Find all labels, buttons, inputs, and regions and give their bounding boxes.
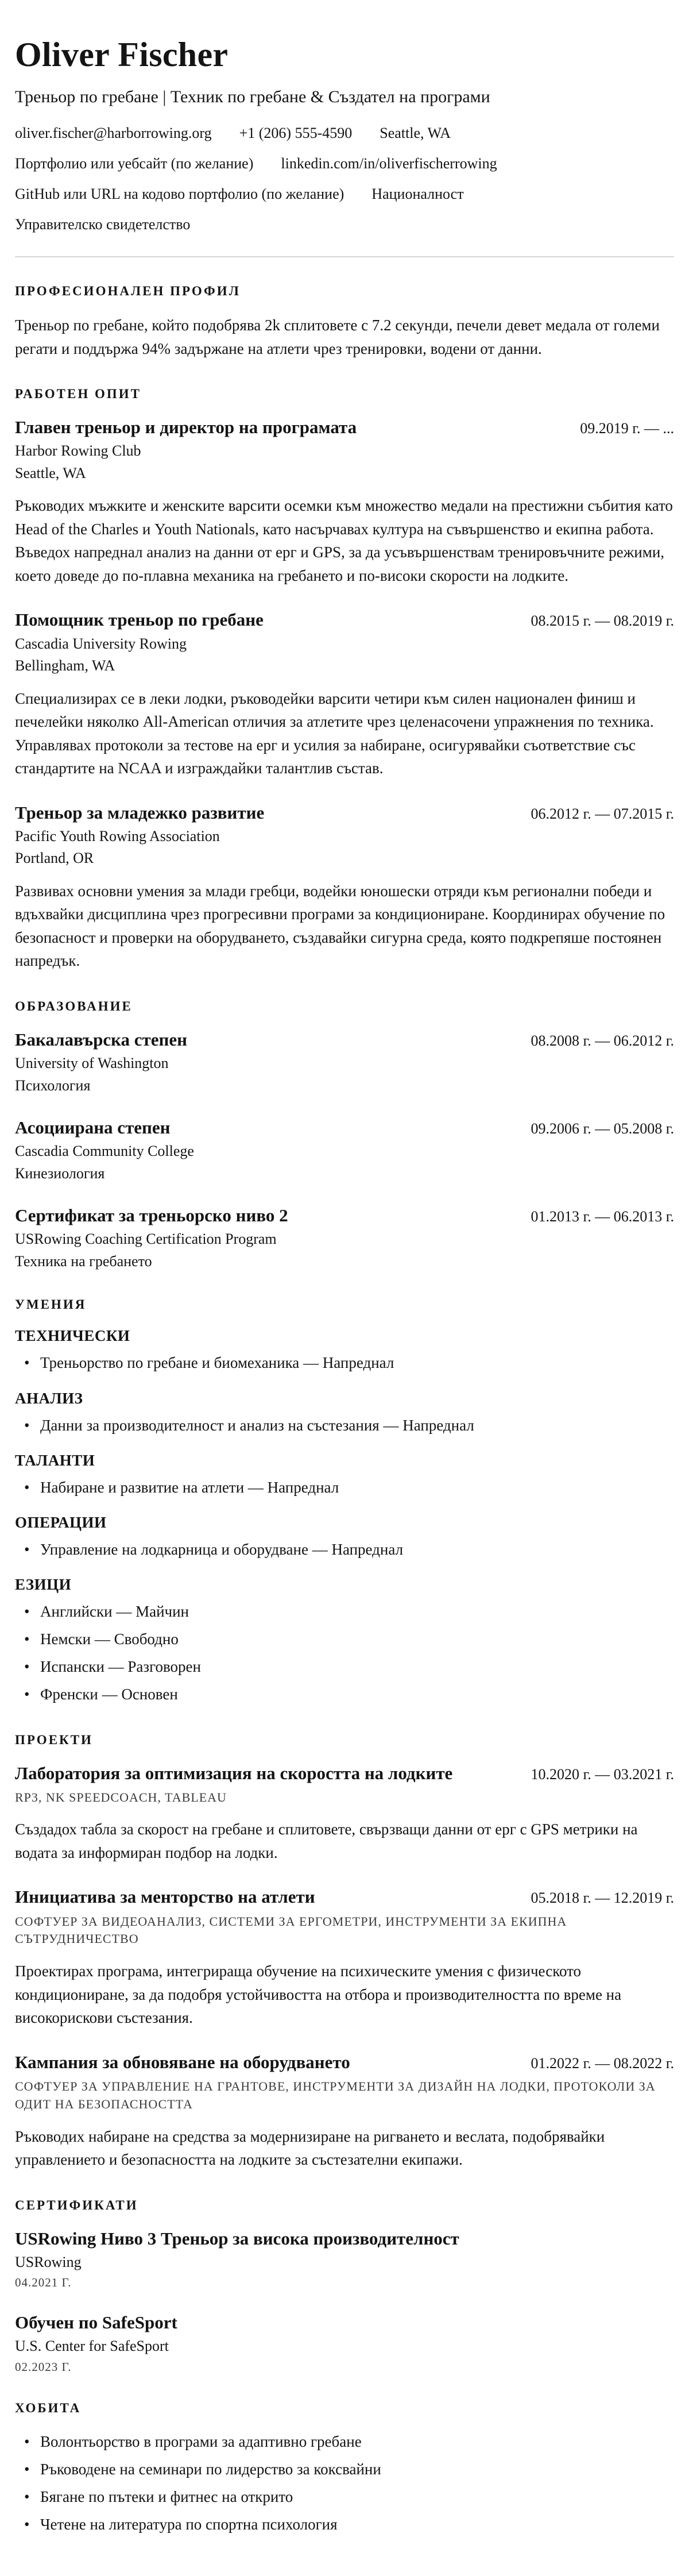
skill-item: • Данни за производителност и анализ на състезания — Напреднал <box>15 1414 674 1437</box>
section-heading: СЕРТИФИКАТИ <box>15 2197 138 2212</box>
project-title: Инициатива за менторство на атлети <box>15 1887 315 1907</box>
skill-group <box>15 1514 674 1561</box>
school-name: USRowing Coaching Certification Program <box>15 1231 277 1248</box>
skill-list <box>15 1476 674 1499</box>
skill-group <box>15 1390 674 1437</box>
section-heading: ПРОФЕСИОНАЛЕН ПРОФИЛ <box>15 284 241 299</box>
skill-group-label: АНАЛИЗ <box>15 1389 83 1407</box>
hobby-item: • Четене на литература по спортна психология <box>15 2513 674 2536</box>
contact-row <box>15 124 674 142</box>
project-title: Кампания за обновяване на оборудването <box>15 2051 350 2072</box>
degree-dates: 01.2013 г. — 06.2013 г. <box>531 1208 674 1225</box>
skill-list <box>15 1352 674 1374</box>
degree-title: Бакалавърска степен <box>15 1029 187 1050</box>
school-name: Cascadia Community College <box>15 1143 194 1160</box>
skill-item: • Набиране и развитие на атлети — Напреднал <box>15 1476 674 1499</box>
certification-entry <box>15 2228 674 2290</box>
section-education <box>15 999 674 1271</box>
section-heading: ХОБИТА <box>15 2400 82 2415</box>
project-dates: 10.2020 г. — 03.2021 г. <box>531 1765 674 1783</box>
hobby-item: • Бягане по пътеки и фитнес на открито <box>15 2486 674 2508</box>
job-dates: 08.2015 г. — 08.2019 г. <box>531 612 674 630</box>
profile-text: Треньор по гребане, който подобрява 2k сплитовете с 7.2 секунди, печели девет медала от големи регати и поддържа 94% задържане на атлети чрез тренировки, водени от данни. <box>15 317 660 357</box>
job-title: Треньор за младежко развитие <box>15 802 265 823</box>
certification-date: 02.2023 Г. <box>15 2359 72 2374</box>
job-company: Pacific Youth Rowing Association <box>15 827 220 844</box>
language-item: • Немски — Свободно <box>15 1628 674 1651</box>
header-divider <box>15 256 674 257</box>
section-experience <box>15 387 674 973</box>
skill-group <box>15 1576 674 1706</box>
project-description: Проектирах програма, интегрираща обучение на психическите умения с физическото кондициониране, за да подобря устойчивостта на отбора и производителността по време на високорискови състезания. <box>15 1962 622 2027</box>
job-location: Bellingham, WA <box>15 657 115 674</box>
job-title: Помощник треньор по гребане <box>15 610 264 630</box>
field-of-study: Кинезиология <box>15 1164 105 1182</box>
school-name: University of Washington <box>15 1055 169 1071</box>
project-entry <box>15 1763 674 1865</box>
project-tools: СОФТУЕР ЗА УПРАВЛЕНИЕ НА ГРАНТОВЕ, ИНСТРУМЕНТИ ЗА ДИЗАЙН НА ЛОДКИ, ПРОТОКОЛИ ЗА ОДИТ НА БЕЗОПАСНОСТТА <box>15 2078 656 2111</box>
job-description: Специализирах се в леки лодки, ръководейки варсити четири към силен национален финиш и печелейки няколко All-American отличия за атлетите чрез целенасочени упражнения по техника. Управлявах протоколи за тестове на ерг и усилия за набиране, осигурявайки съответствие със стандартите на NCAA и изграждайки талантлив състав. <box>15 689 654 777</box>
email-text: oliver.fischer@harborrowing.org <box>15 124 212 141</box>
job-description: Ръководих мъжките и женските варсити осемки към множество медали на престижни събития като Head of the Charles и Youth Nationals, като насърчавах култура на съвършенство и екипна работа. Въведох напреднал анализ на данни от ерг и GPS, за да усъвършенствам тренировъчните режими, което доведе до по-плавна механика на гребането и по-високи скорости на лодките. <box>15 497 673 584</box>
job-entry-head <box>15 417 674 438</box>
city-text: Seattle, WA <box>380 124 451 141</box>
language-item: • Испански — Разговорен <box>15 1656 674 1678</box>
driving-license-text: Управителско свидетелство <box>15 216 191 233</box>
skill-group <box>15 1452 674 1499</box>
phone-text: +1 (206) 555-4590 <box>239 124 353 141</box>
skill-group-label: ТЕХНИЧЕСКИ <box>15 1327 130 1345</box>
section-heading: РАБОТЕН ОПИТ <box>15 387 141 402</box>
certification-issuer: U.S. Center for SafeSport <box>15 2338 169 2355</box>
education-entry <box>15 1205 674 1271</box>
job-entry-head <box>15 802 674 823</box>
job-entry-head <box>15 609 674 630</box>
job-entry <box>15 417 674 587</box>
section-profile <box>15 284 674 360</box>
project-entry <box>15 2051 674 2172</box>
resume-header <box>15 36 674 233</box>
job-entry <box>15 609 674 780</box>
skill-group-label: ТАЛАНТИ <box>15 1451 95 1469</box>
person-name: Oliver Fischer <box>15 36 229 74</box>
skill-item: • Треньорство по гребане и биомеханика — Напреднал <box>15 1352 674 1374</box>
project-tools: RP3, NK SPEEDCOACH, TABLEAU <box>15 1790 227 1804</box>
contact-row <box>15 155 674 172</box>
education-entry-head <box>15 1205 674 1226</box>
skill-list <box>15 1538 674 1561</box>
skill-group-label: ОПЕРАЦИИ <box>15 1513 107 1531</box>
education-entry <box>15 1029 674 1095</box>
project-title: Лаборатория за оптимизация на скоростта на лодките <box>15 1763 453 1783</box>
education-entry <box>15 1117 674 1183</box>
contact-row <box>15 215 674 233</box>
linkedin-text: linkedin.com/in/oliverfischerrowing <box>281 155 497 172</box>
language-item: • Английски — Майчин <box>15 1601 674 1623</box>
project-description: Създадох табла за скорост на гребане и сплитовете, свързващи данни от ерг с GPS метрики на водата за информиран подбор на лодки. <box>15 1821 638 1861</box>
language-item: • Френски — Основен <box>15 1683 674 1706</box>
degree-dates: 09.2006 г. — 05.2008 г. <box>531 1120 674 1137</box>
section-certifications <box>15 2198 674 2374</box>
job-title: Главен треньор и директор на програмата <box>15 417 357 438</box>
certification-issuer: USRowing <box>15 2253 82 2270</box>
section-hobbies <box>15 2401 674 2536</box>
job-location: Seattle, WA <box>15 464 86 481</box>
field-of-study: Психология <box>15 1077 91 1094</box>
skill-group-label: ЕЗИЦИ <box>15 1575 72 1593</box>
hobby-item: • Ръководене на семинари по лидерство за коксвайни <box>15 2458 674 2481</box>
section-heading: УМЕНИЯ <box>15 1297 87 1312</box>
degree-title: Асоциирана степен <box>15 1117 171 1137</box>
degree-dates: 08.2008 г. — 06.2012 г. <box>531 1032 674 1049</box>
degree-title: Сертификат за треньорско ниво 2 <box>15 1205 288 1226</box>
project-dates: 01.2022 г. — 08.2022 г. <box>531 2054 674 2072</box>
contact-info <box>15 124 674 234</box>
section-heading: ОБРАЗОВАНИЕ <box>15 998 133 1013</box>
project-tools: СОФТУЕР ЗА ВИДЕОАНАЛИЗ, СИСТЕМИ ЗА ЕРГОМЕТРИ, ИНСТРУМЕНТИ ЗА ЕКИПНА СЪТРУДНИЧЕСТВО <box>15 1914 567 1946</box>
certification-title: USRowing Ниво 3 Треньор за висока производителност <box>15 2228 459 2249</box>
education-entry-head <box>15 1117 674 1138</box>
job-dates: 09.2019 г. — ... <box>580 420 674 437</box>
tagline: Треньор по гребане | Техник по гребане & Създател на програми <box>15 87 490 106</box>
job-company: Harbor Rowing Club <box>15 442 141 460</box>
job-description: Развивах основни умения за млади гребци, водейки юношески отряди към регионални победи и вдъхвайки дисциплина чрез прогресивни програми за кондициониране. Координирах обучение по безопасност и проверки на оборудването, създавайки сигурна среда, която подкрепяше постоянен напредък. <box>15 882 665 970</box>
skill-item: • Управление на лодкарница и оборудване — Напреднал <box>15 1538 674 1561</box>
section-skills <box>15 1297 674 1706</box>
skill-list <box>15 1414 674 1437</box>
job-company: Cascadia University Rowing <box>15 635 187 652</box>
job-entry <box>15 802 674 973</box>
certification-date: 04.2021 Г. <box>15 2276 72 2290</box>
section-heading: ПРОЕКТИ <box>15 1732 93 1747</box>
hobby-item: • Волонтьорство в програми за адаптивно гребане <box>15 2431 674 2453</box>
project-entry-head <box>15 2051 674 2073</box>
project-entry-head <box>15 1763 674 1784</box>
section-projects <box>15 1733 674 2172</box>
project-dates: 05.2018 г. — 12.2019 г. <box>531 1889 674 1907</box>
nationality-text: Националност <box>371 185 464 202</box>
certification-entry <box>15 2312 674 2374</box>
job-dates: 06.2012 г. — 07.2015 г. <box>531 805 674 822</box>
skill-group <box>15 1327 674 1374</box>
field-of-study: Техника на гребането <box>15 1252 152 1270</box>
project-description: Ръководих набиране на средства за модернизиране на ригването и веслата, подобрявайки управлението и безопасността на лодките за състезателни екипажи. <box>15 2127 605 2169</box>
project-entry-head <box>15 1886 674 1907</box>
hobby-list <box>15 2431 674 2536</box>
contact-row <box>15 185 674 203</box>
language-list <box>15 1601 674 1706</box>
portfolio-text: Портфолио или уебсайт (по желание) <box>15 155 254 172</box>
github-text: GitHub или URL на кодово портфолио (по желание) <box>15 185 344 202</box>
certification-title: Обучен по SafeSport <box>15 2312 177 2333</box>
education-entry-head <box>15 1029 674 1050</box>
project-entry <box>15 1886 674 2029</box>
job-location: Portland, OR <box>15 850 94 867</box>
